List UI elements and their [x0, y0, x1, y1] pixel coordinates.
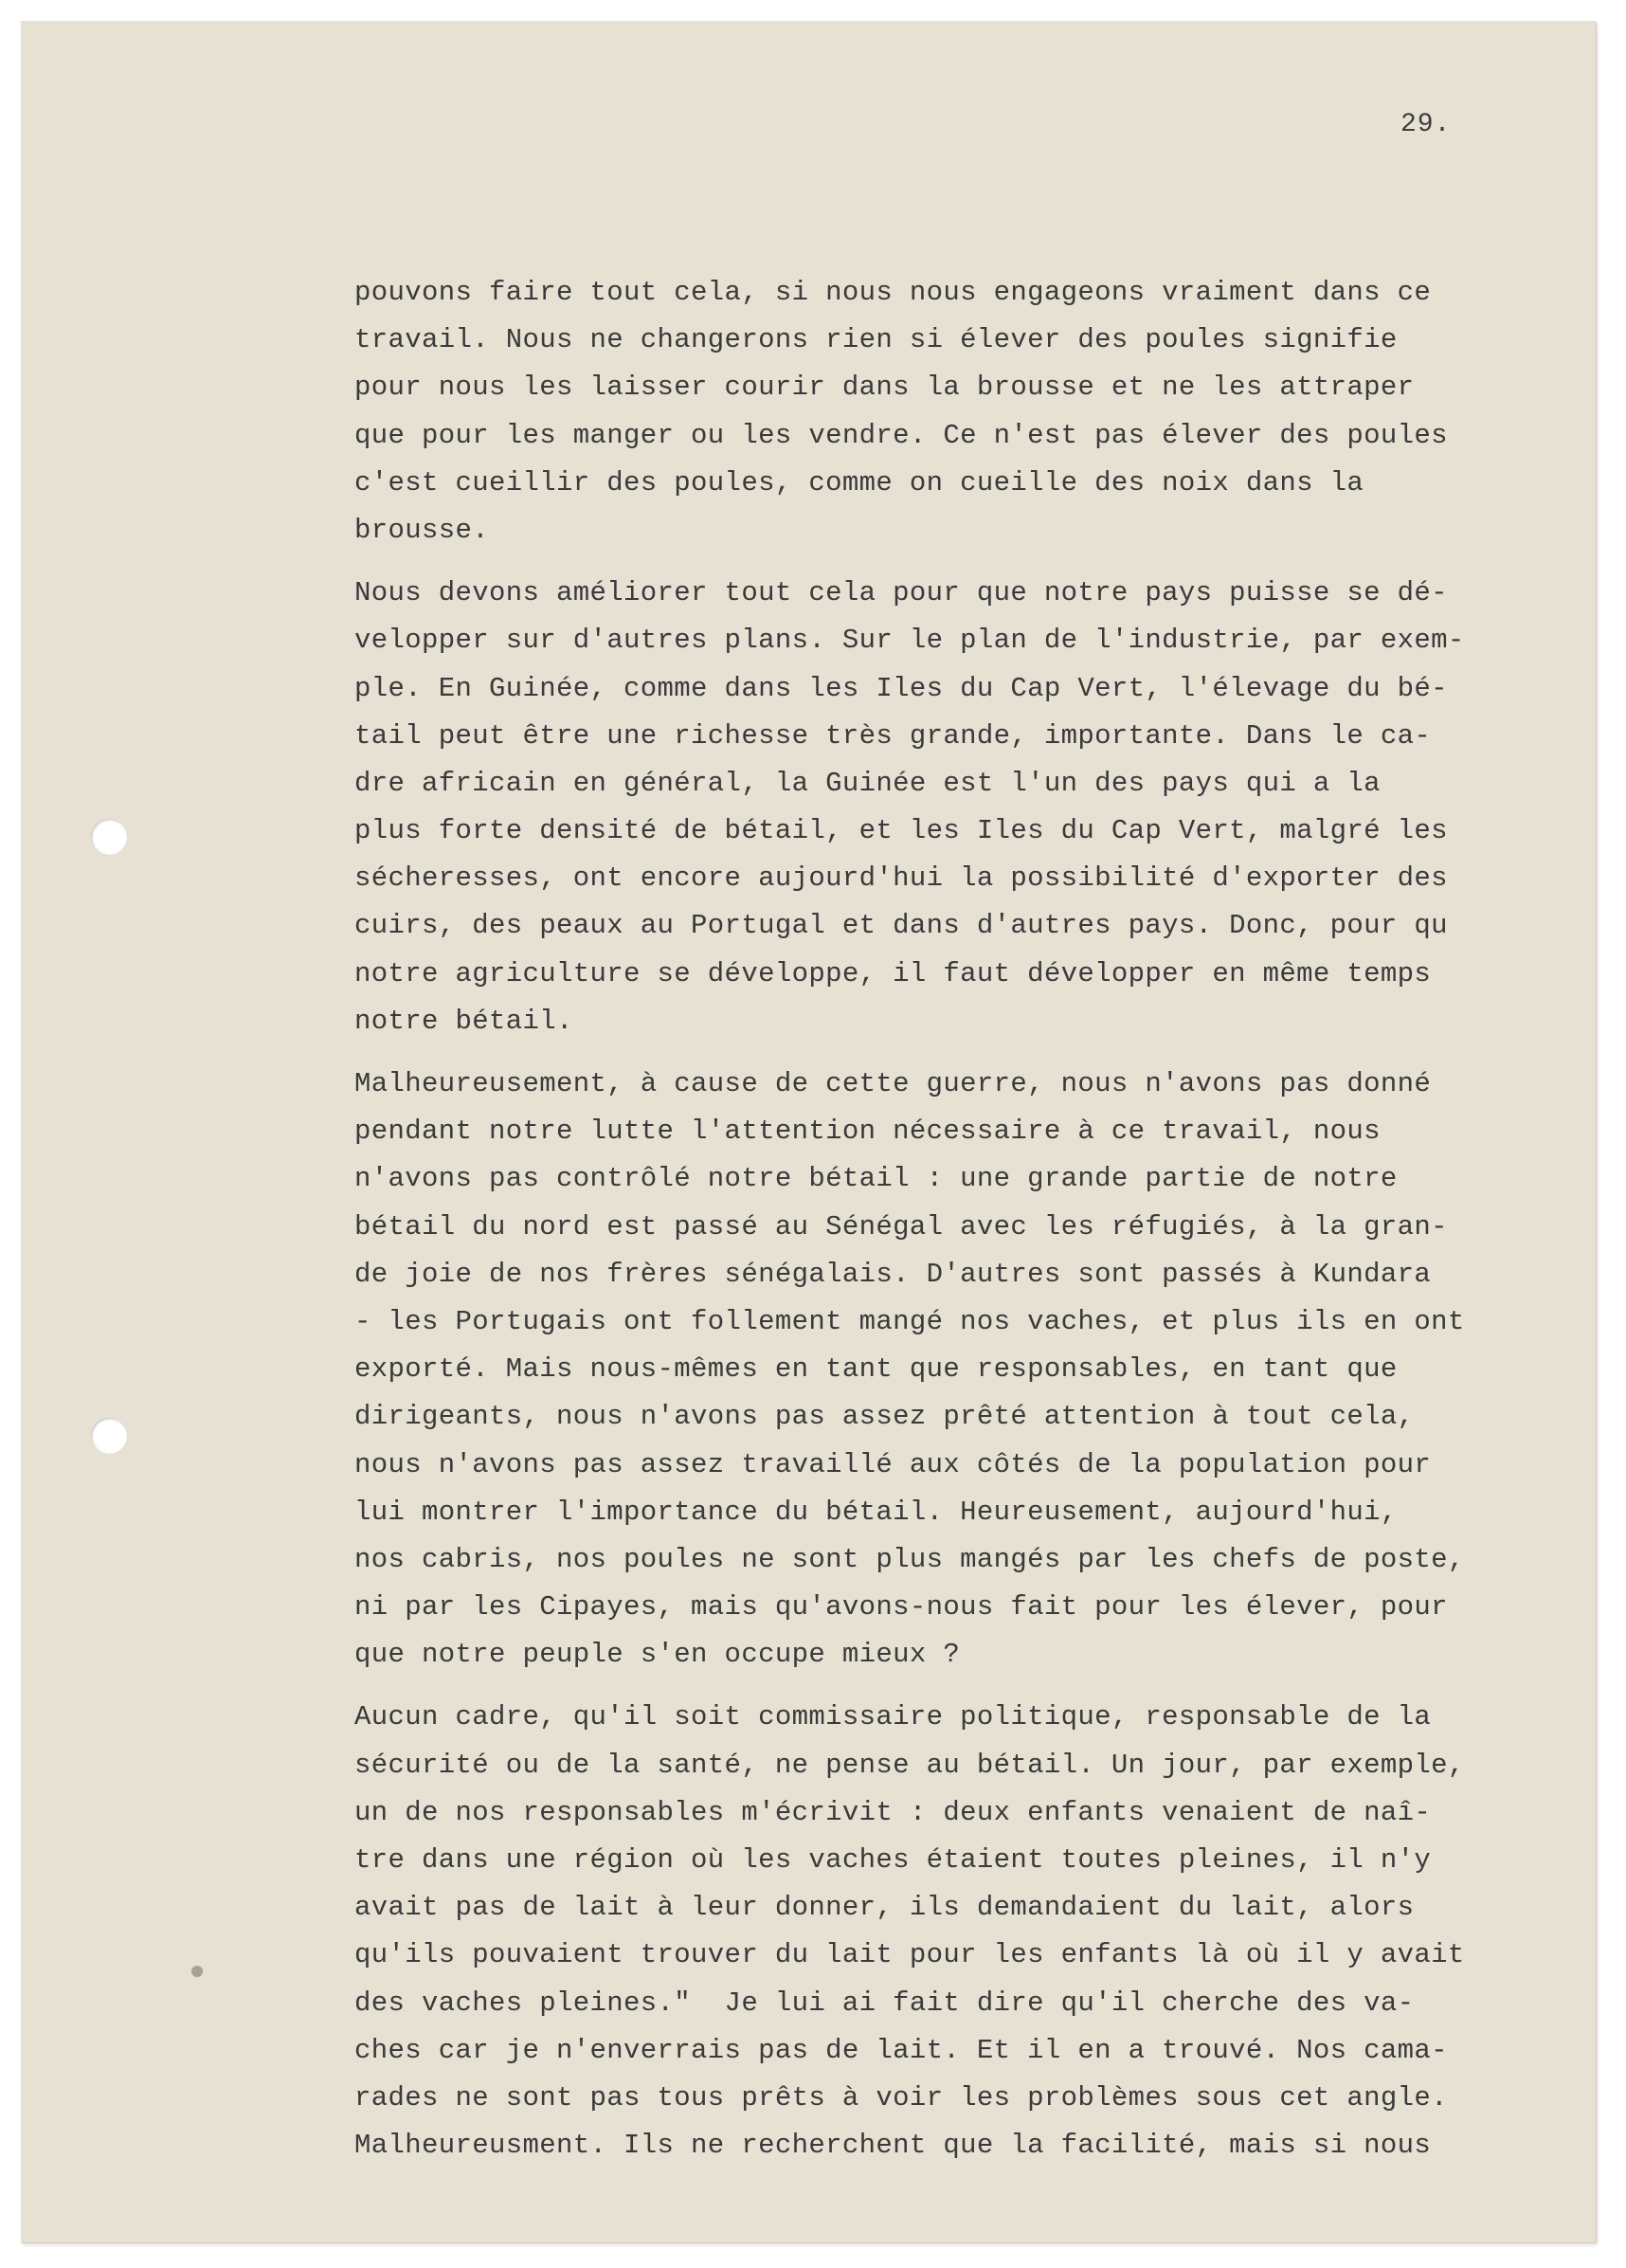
text-line: nos cabris, nos poules ne sont plus mangés par les chefs de poste, [354, 1543, 1465, 1575]
text-line: n'avons pas contrôlé notre bétail : une grande partie de notre [354, 1163, 1398, 1195]
text-line: des vaches pleines." Je lui ai fait dire qu'il cherche des va- [354, 1987, 1415, 2019]
text-line: pendant notre lutte l'attention nécessaire à ce travail, nous [354, 1116, 1381, 1148]
text-line: sécheresses, ont encore aujourd'hui la possibilité d'exporter des [354, 862, 1448, 895]
text-line: qu'ils pouvaient trouver du lait pour les enfants là où il y avait [354, 1939, 1465, 1971]
document-body [354, 269, 1586, 2185]
text-line: lui montrer l'importance du bétail. Heureusement, aujourd'hui, [354, 1496, 1398, 1528]
punch-hole-upper [91, 819, 127, 855]
text-line: brousse. [354, 514, 490, 546]
text-line: sécurité ou de la santé, ne pense au bétail. Un jour, par exemple, [354, 1749, 1465, 1781]
text-line: Aucun cadre, qu'il soit commissaire politique, responsable de la [354, 1701, 1432, 1733]
text-line: tail peut être une richesse très grande, importante. Dans le ca- [354, 719, 1432, 752]
text-line: ple. En Guinée, comme dans les Iles du Cap Vert, l'élevage du bé- [354, 672, 1448, 704]
text-line: de joie de nos frères sénégalais. D'autres sont passés à Kundara [354, 1258, 1432, 1290]
text-line: pour nous les laisser courir dans la brousse et ne les attraper [354, 372, 1415, 404]
text-line: notre agriculture se développe, il faut développer en même temps [354, 957, 1432, 989]
text-line: plus forte densité de bétail, et les Iles du Cap Vert, malgré les [354, 815, 1448, 847]
text-line: dirigeants, nous n'avons pas assez prêté attention à tout cela, [354, 1401, 1415, 1433]
text-line: Malheureusment. Ils ne recherchent que la facilité, mais si nous [354, 2130, 1432, 2162]
text-line: c'est cueillir des poules, comme on cueille des noix dans la [354, 466, 1364, 499]
paragraph-4 [354, 1694, 1586, 2169]
text-line: exporté. Mais nous-mêmes en tant que responsables, en tant que [354, 1353, 1398, 1386]
text-line: bétail du nord est passé au Sénégal avec les réfugiés, à la gran- [354, 1210, 1448, 1243]
text-line: ni par les Cipayes, mais qu'avons-nous fait pour les élever, pour [354, 1591, 1448, 1624]
paragraph-1 [354, 269, 1586, 554]
text-line: dre africain en général, la Guinée est l'un des pays qui a la [354, 767, 1381, 799]
paper-speck [191, 1966, 203, 1977]
text-line: avait pas de lait à leur donner, ils demandaient du lait, alors [354, 1892, 1415, 1924]
text-line: travail. Nous ne changerons rien si élever des poules signifie [354, 324, 1398, 356]
text-line: notre bétail. [354, 1005, 573, 1037]
text-line: velopper sur d'autres plans. Sur le plan de l'industrie, par exem- [354, 625, 1465, 657]
text-line: Nous devons améliorer tout cela pour que notre pays puisse se dé- [354, 577, 1448, 609]
text-line: ches car je n'enverrais pas de lait. Et il en a trouvé. Nos cama- [354, 2034, 1448, 2066]
text-line: un de nos responsables m'écrivit : deux enfants venaient de naî- [354, 1796, 1432, 1828]
page-number: 29. [1400, 110, 1452, 139]
text-line: - les Portugais ont follement mangé nos vaches, et plus ils en ont [354, 1305, 1465, 1337]
paragraph-2 [354, 570, 1586, 1045]
text-line: nous n'avons pas assez travaillé aux côtés de la population pour [354, 1448, 1432, 1480]
paragraph-3 [354, 1061, 1586, 1678]
text-line: que pour les manger ou les vendre. Ce n'est pas élever des poules [354, 419, 1448, 451]
text-line: Malheureusement, à cause de cette guerre, nous n'avons pas donné [354, 1068, 1432, 1099]
text-line: cuirs, des peaux au Portugal et dans d'autres pays. Donc, pour qu [354, 910, 1448, 942]
text-line: que notre peuple s'en occupe mieux ? [354, 1639, 961, 1671]
text-line: tre dans une région où les vaches étaient toutes pleines, il n'y [354, 1844, 1432, 1876]
punch-hole-lower [91, 1418, 127, 1454]
text-line: rades ne sont pas tous prêts à voir les problèmes sous cet angle. [354, 2081, 1448, 2114]
text-line: pouvons faire tout cela, si nous nous engageons vraiment dans ce [354, 277, 1432, 308]
